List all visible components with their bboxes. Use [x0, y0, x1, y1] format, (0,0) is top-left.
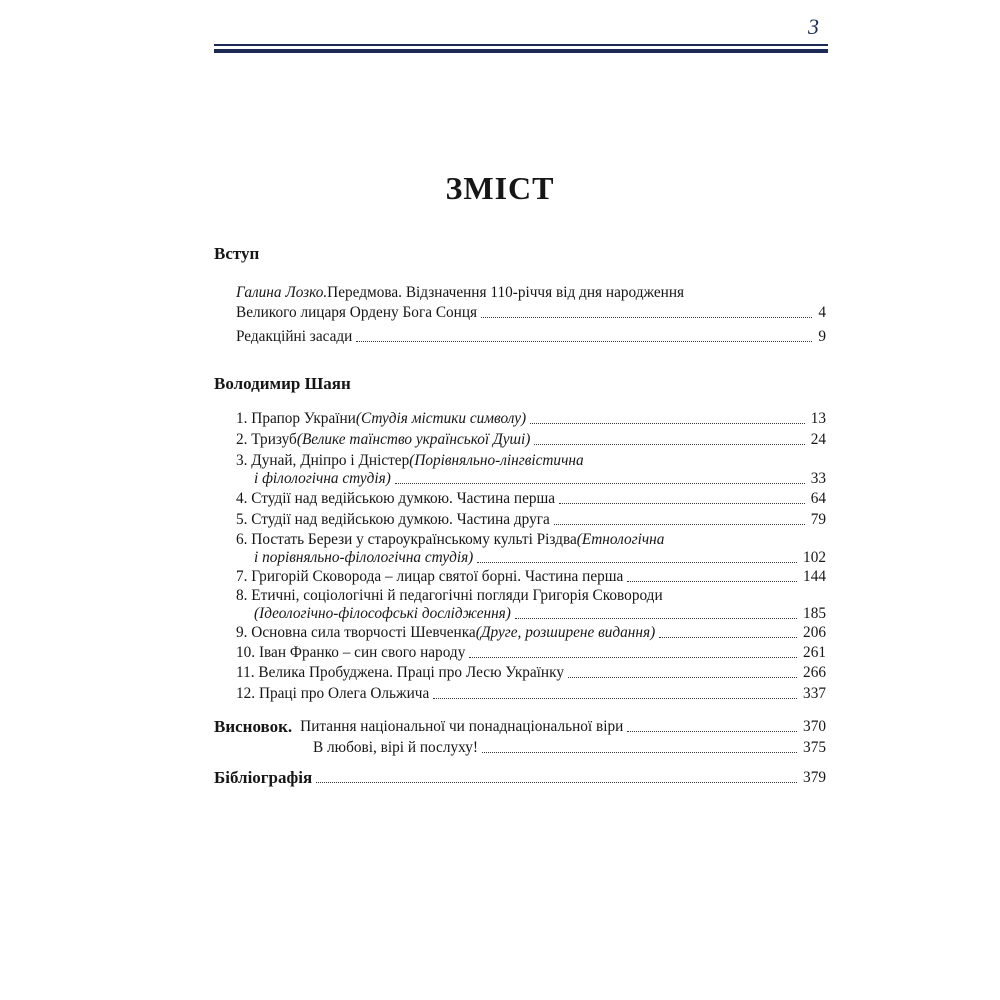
dot-leader	[481, 317, 812, 318]
entry-title: 2. Тризуб	[236, 431, 297, 448]
entry-page: 9	[818, 328, 826, 345]
entry-title: 3. Дунай, Дніпро і Дністер	[236, 452, 410, 469]
section-heading-author: Володимир Шаян	[214, 374, 351, 393]
entry-subtitle: (Етнологічна	[576, 531, 665, 548]
entry-subtitle: (Велике таїнство української Душі)	[296, 431, 531, 448]
page-title: ЗМІСТ	[445, 170, 555, 206]
entry-subtitle: (Ідеологічно-філософські дослідження)	[254, 605, 511, 622]
entry-title: 9. Основна сила творчості Шевченка	[236, 624, 476, 641]
entry-title: Редакційні засади	[236, 328, 353, 345]
entry-page: 4	[818, 304, 826, 321]
dot-leader	[316, 782, 797, 783]
entry-title: 10. Іван Франко – син свого народу	[236, 644, 466, 661]
entry-title: 11. Велика Пробуджена. Праці про Лесю Українку	[236, 664, 564, 681]
entry-page: 24	[810, 431, 826, 448]
entry-author: Галина Лозко.	[236, 284, 328, 301]
dot-leader	[559, 503, 805, 504]
toc-entry-11	[236, 664, 826, 682]
header-rule-thick	[214, 49, 828, 53]
entry-title: 6. Постать Берези у староукраїнському культі Різдва	[236, 531, 577, 548]
section-heading-intro: Вступ	[214, 244, 260, 263]
entry-page: 261	[803, 644, 826, 661]
entry-title: 1. Прапор України	[236, 410, 356, 427]
dot-leader	[395, 483, 805, 484]
dot-leader	[515, 618, 797, 619]
toc-entry-12	[236, 685, 826, 703]
entry-page: 379	[803, 769, 826, 786]
toc-entry-2	[236, 431, 826, 449]
entry-title: В любові, вірі й послуху!	[313, 739, 478, 756]
entry-page: 337	[803, 685, 826, 702]
toc-entry-1	[236, 410, 826, 428]
entry-page: 370	[803, 718, 826, 735]
entry-subtitle-continued: і філологічна студія)	[254, 470, 391, 487]
entry-title: Передмова. Відзначення 110-річчя від дня народження	[327, 284, 685, 301]
entry-title: 7. Григорій Сковорода – лицар святої борні. Частина перша	[236, 568, 624, 585]
page-number: 3	[808, 14, 819, 39]
toc-entry-9	[236, 624, 826, 642]
entry-title: Питання національної чи понаднаціональної віри	[300, 718, 624, 735]
dot-leader	[530, 423, 805, 424]
entry-page: 185	[803, 605, 826, 622]
entry-title: 4. Студії над ведійською думкою. Частина перша	[236, 490, 556, 507]
entry-subtitle: (Студія містики символу)	[355, 410, 527, 427]
entry-page: 33	[810, 470, 826, 487]
entry-page: 13	[810, 410, 826, 427]
entry-title-continued: Великого лицаря Ордену Бога Сонця	[236, 304, 478, 321]
entry-page: 266	[803, 664, 826, 681]
header-rule-thin	[214, 44, 828, 46]
dot-leader	[627, 581, 797, 582]
entry-page: 79	[810, 511, 826, 528]
toc-entry-4	[236, 490, 826, 508]
dot-leader	[477, 562, 797, 563]
dot-leader	[482, 752, 797, 753]
conclusion-label: Висновок.	[214, 717, 293, 736]
dot-leader	[659, 637, 797, 638]
entry-page: 102	[803, 549, 826, 566]
toc-entry-10	[236, 644, 826, 662]
entry-subtitle: (Порівняльно-лінгвістична	[409, 452, 584, 469]
entry-page: 144	[803, 568, 826, 585]
toc-entry-editorial	[236, 328, 826, 346]
bibliography-label: Бібліографія	[214, 768, 313, 787]
toc-bibliography	[214, 769, 826, 787]
entry-page: 206	[803, 624, 826, 641]
entry-title: 8. Етичні, соціологічні й педагогічні погляди Григорія Сковороди	[236, 587, 663, 604]
entry-title: 5. Студії над ведійською думкою. Частина друга	[236, 511, 550, 528]
entry-title: 12. Праці про Олега Ольжича	[236, 685, 430, 702]
dot-leader	[356, 341, 812, 342]
dot-leader	[627, 731, 797, 732]
entry-page: 64	[810, 490, 826, 507]
dot-leader	[433, 698, 797, 699]
entry-subtitle-continued: і порівняльно-філологічна студія)	[254, 549, 474, 566]
dot-leader	[469, 657, 797, 658]
toc-entry-5	[236, 511, 826, 529]
dot-leader	[568, 677, 797, 678]
dot-leader	[534, 444, 804, 445]
dot-leader	[554, 524, 805, 525]
entry-page: 375	[803, 739, 826, 756]
toc-entry-7	[236, 568, 826, 586]
entry-subtitle: (Друге, розширене видання)	[475, 624, 656, 641]
